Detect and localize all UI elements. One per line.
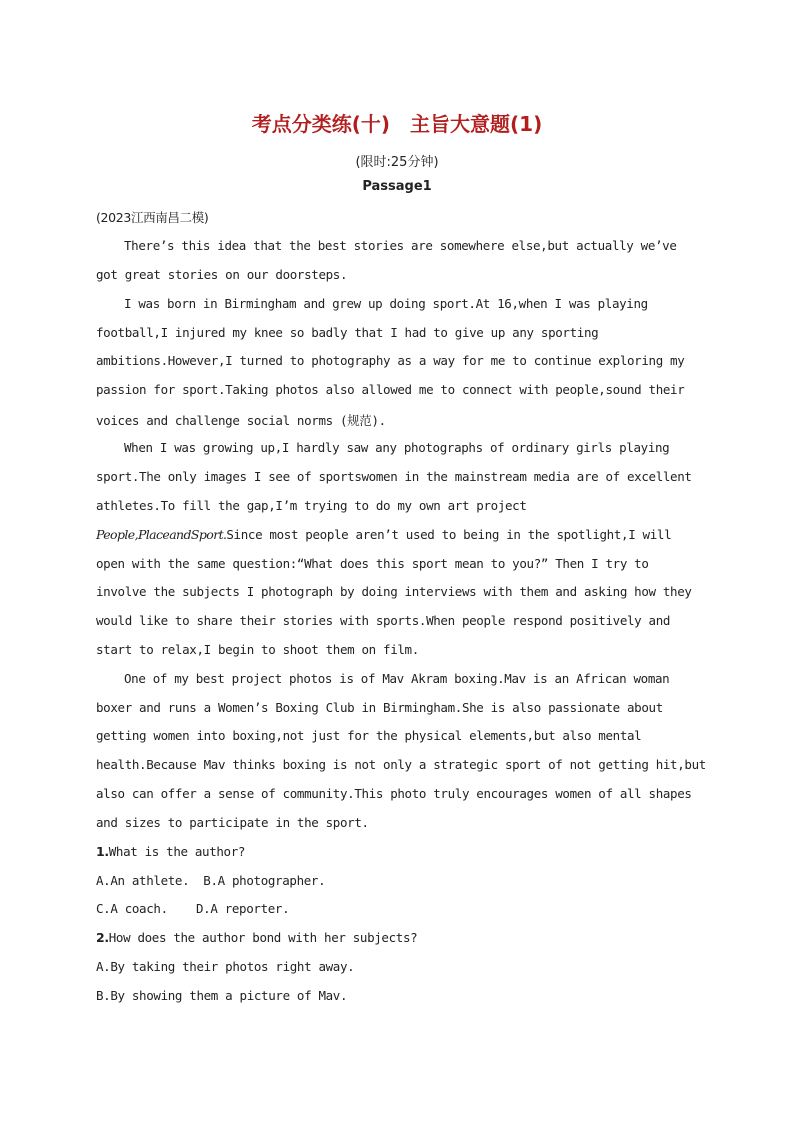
passage-line: and sizes to participate in the sport. <box>96 815 369 830</box>
passage-line: involve the subjects I photograph by doing interviews with them and asking how they <box>96 584 692 599</box>
passage-line: getting women into boxing,not just for the physical elements,but also mental <box>96 728 642 743</box>
passage-line: start to relax,I begin to shoot them on film. <box>96 642 419 657</box>
question-options-row <box>96 873 325 888</box>
option-b[interactable]: B.By showing them a picture of Mav. <box>96 988 348 1003</box>
passage-line: athletes.To fill the gap,I’m trying to do my own art project <box>96 498 527 513</box>
project-title: People,PlaceandSport. <box>96 527 227 542</box>
passage-line: open with the same question:“What does this sport mean to you?” Then I try to <box>96 556 649 571</box>
passage-line: passion for sport.Taking photos also allowed me to connect with people,sound their <box>96 382 685 397</box>
passage-line: boxer and runs a Women’s Boxing Club in Birmingham.She is also passionate about <box>96 700 663 715</box>
question-stem: How does the author bond with her subjects? <box>108 930 418 945</box>
page-title: 考点分类练(十) 主旨大意题(1) <box>251 112 543 136</box>
option-b[interactable]: B.A photographer. <box>203 873 326 888</box>
option-d[interactable]: D.A reporter. <box>196 901 290 916</box>
question-number: 1. <box>96 844 109 859</box>
time-limit: (限时:25分钟) <box>355 155 439 170</box>
passage-line-with-project-title <box>96 527 671 542</box>
passage-line: also can offer a sense of community.This photo truly encourages women of all shapes <box>96 786 692 801</box>
option-c[interactable]: C.A coach. <box>96 901 168 916</box>
passage-line: voices and challenge social norms (规范). <box>96 413 386 428</box>
passage-line: health.Because Mav thinks boxing is not only a strategic sport of not getting hit,but <box>96 757 706 772</box>
passage-label: Passage1 <box>362 179 432 194</box>
question-stem: What is the author? <box>108 844 246 859</box>
passage-line: ambitions.However,I turned to photography as a way for me to continue exploring my <box>96 353 685 368</box>
passage-line: sport.The only images I see of sportswomen in the mainstream media are of excellent <box>96 469 692 484</box>
passage-line-rest: Since most people aren’t used to being in the spotlight,I will <box>226 527 672 542</box>
passage-line: One of my best project photos is of Mav Akram boxing.Mav is an African woman <box>124 671 670 686</box>
option-a[interactable]: A.By taking their photos right away. <box>96 959 355 974</box>
option-a[interactable]: A.An athlete. <box>96 873 190 888</box>
passage-source: (2023江西南昌二模) <box>96 210 209 225</box>
question-2 <box>96 930 417 945</box>
question-options-row <box>96 901 289 916</box>
question-1 <box>96 844 245 859</box>
passage-line: football,I injured my knee so badly that I had to give up any sporting <box>96 325 599 340</box>
passage-line: When I was growing up,I hardly saw any photographs of ordinary girls playing <box>124 440 670 455</box>
question-number: 2. <box>96 930 109 945</box>
passage-line: would like to share their stories with sports.When people respond positively and <box>96 613 671 628</box>
passage-line: I was born in Birmingham and grew up doing sport.At 16,when I was playing <box>124 296 648 311</box>
passage-line: There’s this idea that the best stories are somewhere else,but actually we’ve <box>124 238 677 253</box>
passage-line: got great stories on our doorsteps. <box>96 267 348 282</box>
